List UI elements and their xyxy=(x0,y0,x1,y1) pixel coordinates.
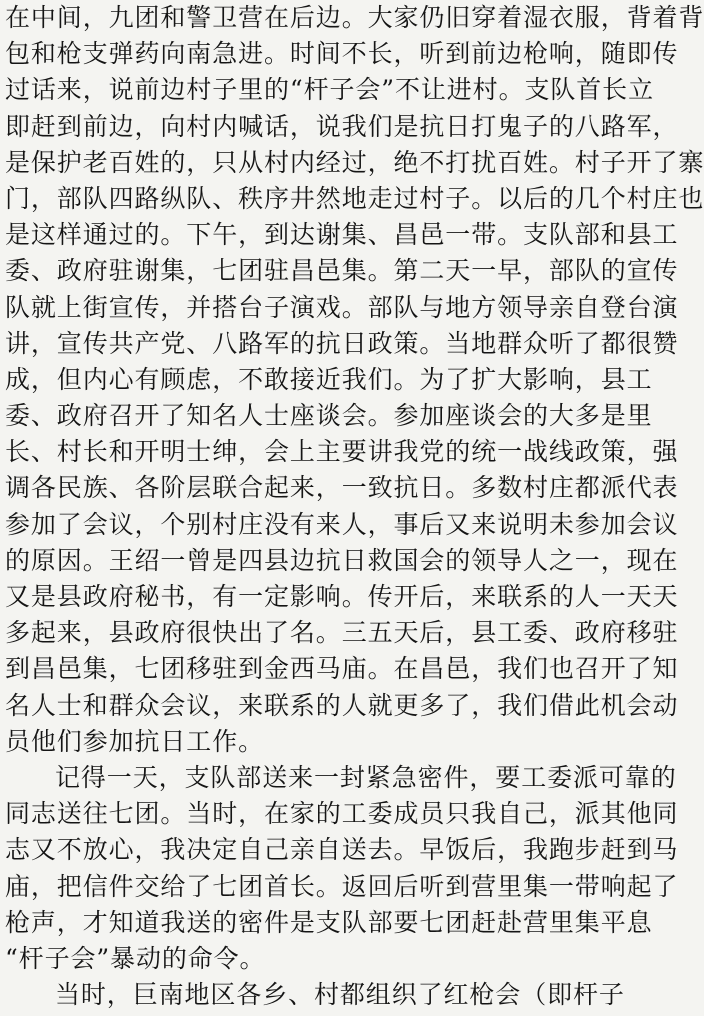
text-line: 委、政府召开了知名人士座谈会。参加座谈会的大多是里 xyxy=(5,401,653,431)
text-line: “杆子会”暴动的命令。 xyxy=(5,943,266,973)
text-line: 委、政府驻谢集，七团驻昌邑集。第二天一早，部队的宣传 xyxy=(5,256,679,286)
text-line: 过话来，说前边村子里的“杆子会”不让进村。支队首长立 xyxy=(5,75,654,105)
text-line: 是这样通过的。下午，到达谢集、昌邑一带。支队部和县工 xyxy=(5,220,679,250)
text-line: 调各民族、各阶层联合起来，一致抗日。多数村庄都派代表 xyxy=(5,473,679,503)
text-line: 长、村长和开明士绅，会上主要讲我党的统一战线政策，强 xyxy=(5,437,679,467)
text-line: 在中间，九团和警卫营在后边。大家仍旧穿着湿衣服，背着背 xyxy=(5,3,704,32)
text-line: 门，部队四路纵队、秩序井然地走过村子。以后的几个村庄也 xyxy=(5,183,704,213)
paragraph xyxy=(5,760,679,977)
paragraph xyxy=(5,0,704,760)
text-line: 讲，宣传共产党、八路军的抗日政策。当地群众听了都很赞 xyxy=(5,328,679,358)
text-line: 的原因。王绍一曾是四县边抗日救国会的领导人之一，现在 xyxy=(5,545,679,575)
body-text xyxy=(5,0,704,1013)
text-line: 记得一天，支队部送来一封紧急密件，要工委派可靠的 xyxy=(55,762,677,792)
text-line: 员他们参加抗日工作。 xyxy=(5,726,265,756)
text-line: 庙，把信件交给了七团首长。返回后听到营里集一带响起了 xyxy=(5,871,679,901)
text-line: 队就上街宣传，并搭台子演戏。部队与地方领导亲自登台演 xyxy=(5,292,679,322)
text-line: 参加了会议，个别村庄没有来人，事后又来说明未参加会议 xyxy=(5,509,679,539)
text-line: 多起来，县政府很快出了名。三五天后，县工委、政府移驻 xyxy=(5,618,679,648)
text-line: 志又不放心，我决定自己亲自送去。早饭后，我跑步赶到马 xyxy=(5,835,679,865)
text-line: 名人士和群众会议，来联系的人就更多了，我们借此机会动 xyxy=(5,690,679,720)
text-line: 是保护老百姓的，只从村内经过，绝不打扰百姓。村子开了寨 xyxy=(5,147,704,177)
text-line: 同志送往七团。当时，在家的工委成员只我自己，派其他同 xyxy=(5,799,679,829)
text-line: 成，但内心有顾虑，不敢接近我们。为了扩大影响，县工 xyxy=(5,364,653,394)
text-line: 又是县政府秘书，有一定影响。传开后，来联系的人一天天 xyxy=(5,582,679,611)
paragraph xyxy=(5,977,628,1013)
text-line: 包和枪支弹药向南急进。时间不长，听到前边枪响，随即传 xyxy=(5,39,679,69)
text-line: 枪声，才知道我送的密件是支队部要七团赶赴营里集平息 xyxy=(5,907,653,937)
text-line: 即赶到前边，向村内喊话，说我们是抗日打鬼子的八路军， xyxy=(5,111,679,141)
text-line: 到昌邑集，七团移驻到金西马庙。在昌邑，我们也召开了知 xyxy=(5,654,679,684)
text-line: 当时，巨南地区各乡、村都组织了红枪会（即杆子 xyxy=(55,980,625,1010)
